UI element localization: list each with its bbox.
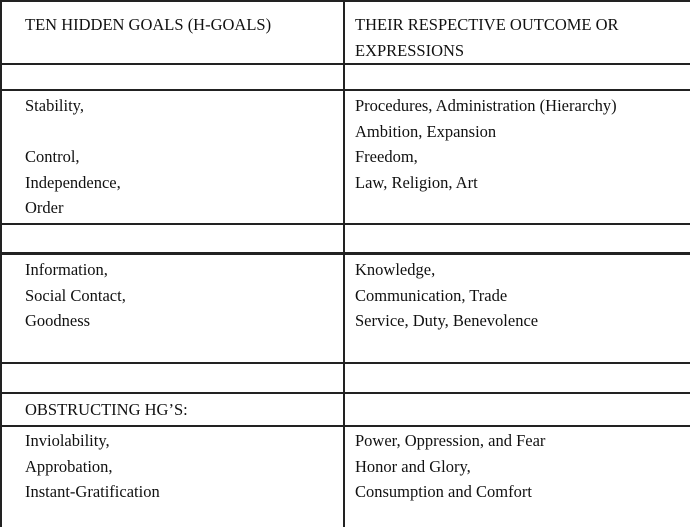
goal-item: Stability,: [25, 96, 84, 115]
row-divider: [0, 89, 690, 91]
column-divider: [343, 0, 345, 527]
header-outcomes: [355, 12, 619, 63]
group2-outcomes: [355, 257, 538, 334]
outcome-item: Knowledge,: [355, 260, 436, 279]
goal-item: Instant-Gratification: [25, 482, 160, 501]
goal-item: Inviolability,: [25, 431, 110, 450]
outcome-item: Freedom,: [355, 147, 418, 166]
goal-item: Approbation,: [25, 456, 113, 476]
outcome-item: Procedures, Administration (Hierarchy): [355, 96, 617, 115]
outcome-item: Ambition, Expansion: [355, 121, 497, 141]
group3-outcomes: [355, 428, 545, 505]
row-divider: [0, 425, 690, 427]
row-divider: [0, 223, 690, 225]
goal-item: Goodness: [25, 311, 91, 330]
group1-goals: [25, 93, 121, 221]
goal-item: Information,: [25, 260, 108, 279]
outcome-item: Power, Oppression, and Fear: [355, 431, 546, 450]
goal-item: Independence,: [25, 172, 121, 192]
obstructing-heading: OBSTRUCTING HG’S:: [25, 400, 188, 419]
row-divider: [0, 392, 690, 394]
group1-outcomes: [355, 93, 617, 195]
group2-goals: [25, 257, 126, 334]
outcome-item: Communication, Trade: [355, 285, 508, 305]
outcome-item: Law, Religion, Art: [355, 172, 478, 192]
goal-item: Social Contact,: [25, 285, 126, 305]
goal-item: [25, 119, 121, 145]
outcome-item: Consumption and Comfort: [355, 482, 532, 501]
table-border-left: [0, 0, 2, 527]
header-goals: TEN HIDDEN GOALS (H-GOALS): [25, 15, 272, 34]
row-divider: [0, 362, 690, 364]
row-divider: [0, 63, 690, 65]
row-divider: [0, 0, 690, 2]
goal-item: Control,: [25, 147, 80, 166]
goal-item: Order: [25, 198, 64, 217]
group3-goals: [25, 428, 160, 505]
outcome-item: Service, Duty, Benevolence: [355, 311, 539, 330]
row-divider: [0, 252, 690, 255]
outcome-item: Honor and Glory,: [355, 456, 471, 476]
header-outcomes-line: THEIR RESPECTIVE OUTCOME OR: [355, 15, 619, 34]
header-outcomes-line: EXPRESSIONS: [355, 40, 465, 60]
